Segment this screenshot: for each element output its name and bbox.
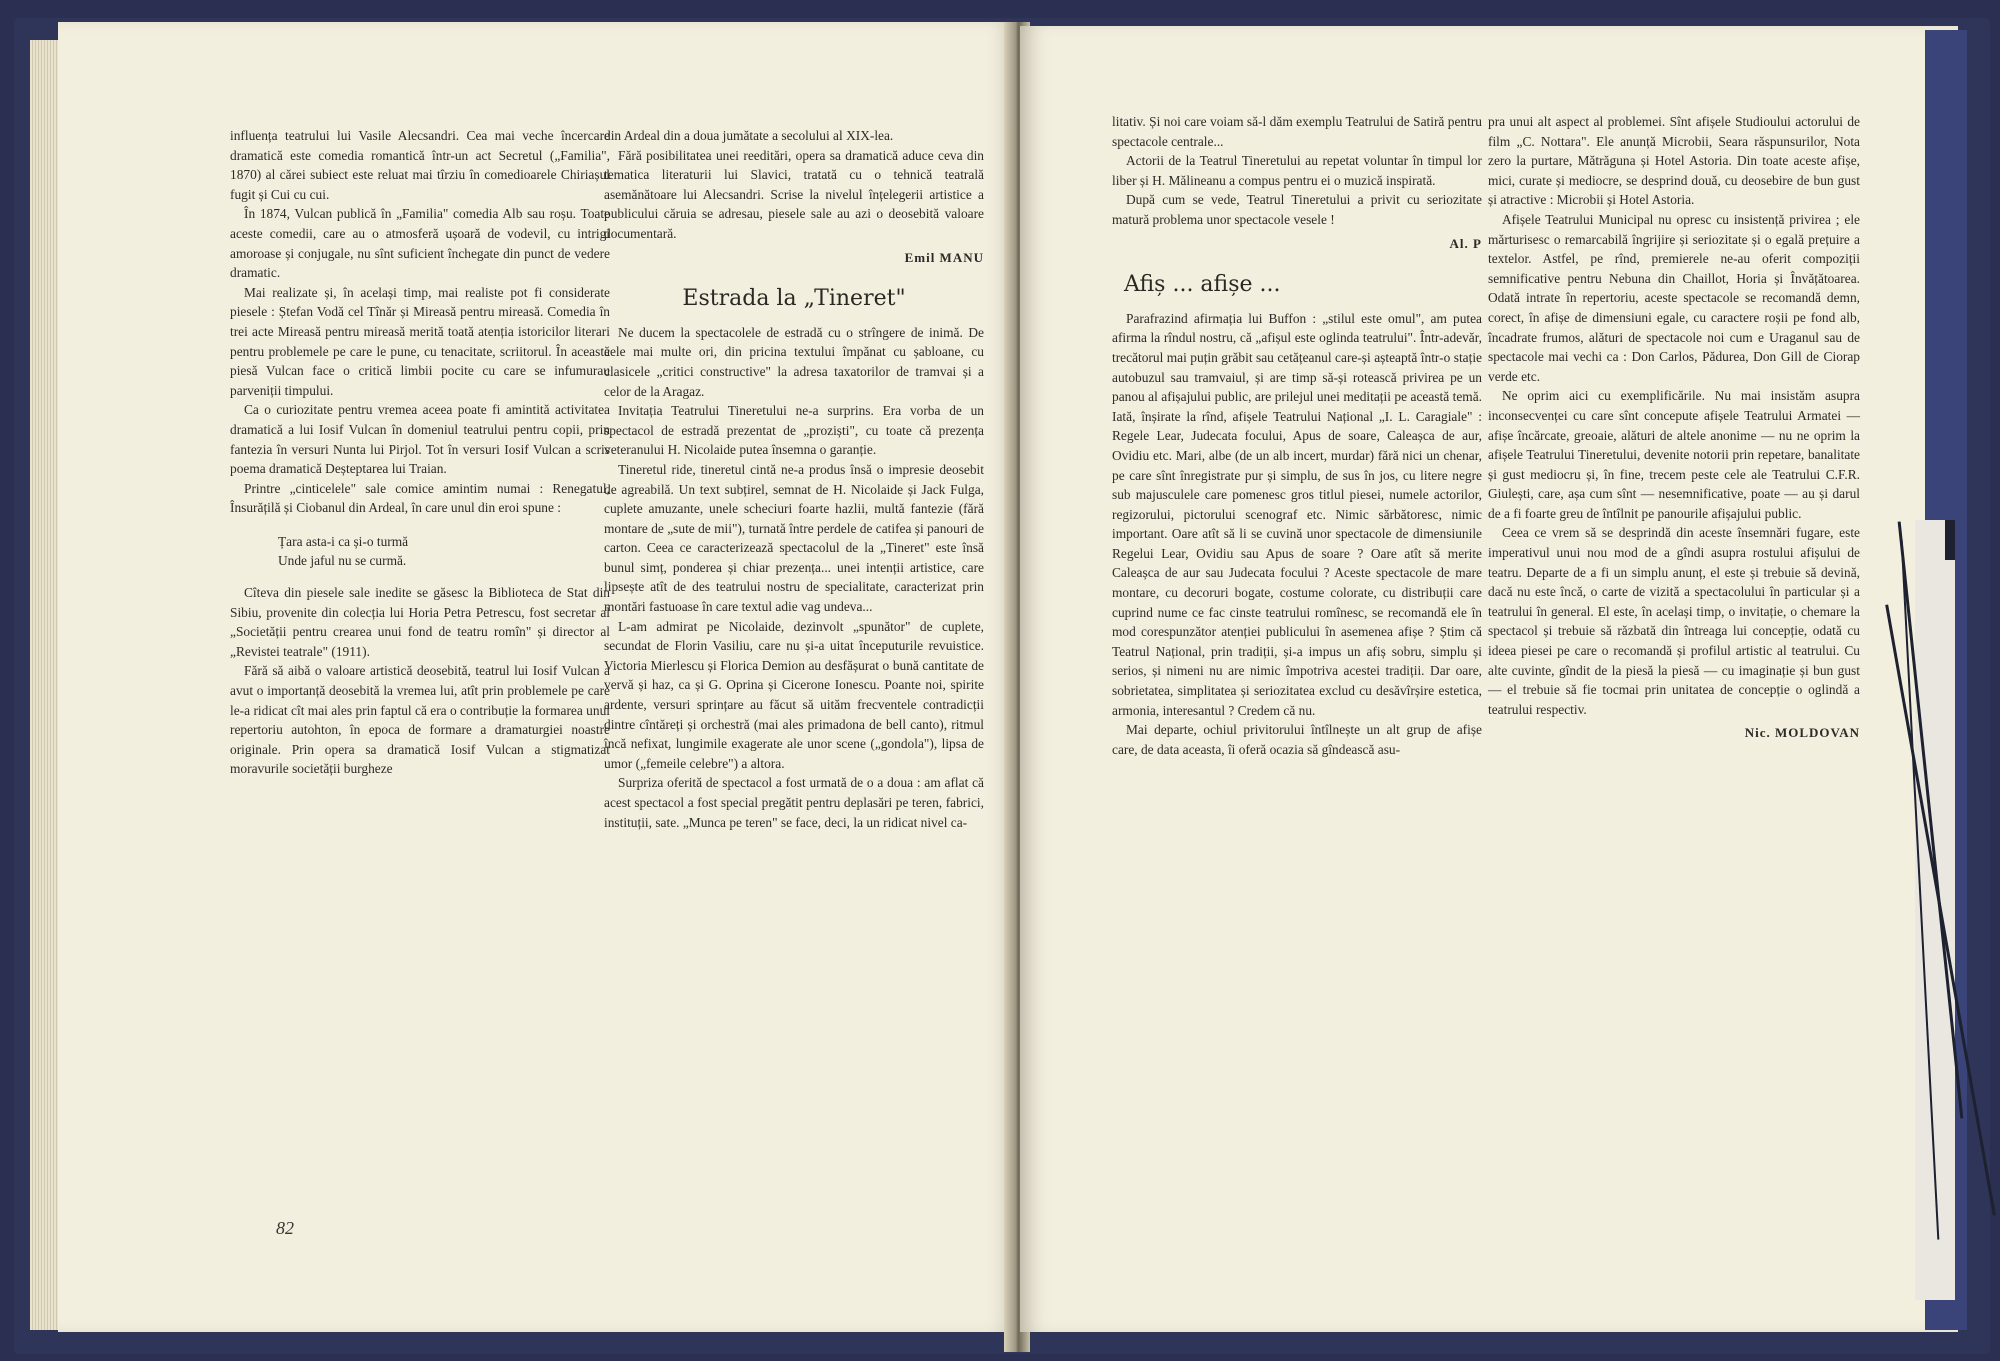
paragraph: Cîteva din piesele sale inedite se găsesc la Biblioteca de Stat din Sibiu, provenite din colecția lui Horia Petra Petrescu, fost secretar al „Societății pentru crearea unui fond de teatru romîn" și director al „Revistei teatrale" (1911).: [230, 585, 610, 659]
paragraph: influența teatrului lui Vasile Alecsandri. Cea mai veche încercare dramatică este comedia romantică într-un act Secretul („Familia", 1870) al cărei subiect este reluat mai tîrziu în comedioarele Chiriașul fugit și Cui cu cui.: [230, 128, 610, 202]
paragraph: Tineretul ride, tineretul cintă ne-a produs însă o impresie deosebit de agreabilă. Un text subțirel, semnat de H. Nicolaide și Jack Fulga, cuplete amuzante, unele scheciuri foarte hazlii, multă fantezie (fără montare de „sute de mii"), turnată între perdele de catifea și panouri de carton. Ceea ce caracterizează spectacolul de la „Tineret" este însă bunul simț, ponderea și chiar prezența... unei intenții artistice, care lipsește atît de des teatrului nostru de specialitate, caracterizat prin montări fastuoase în care textul adie vag undeva...: [604, 461, 984, 615]
paragraph: Surpriza oferită de spectacol a fost urmată de o a doua : am aflat că acest spectacol a fost special pregătit pentru deplasări pe teren, fabrici, instituții, sate. „Munca pe teren" se face, deci, la un ridicat nivel ca-: [604, 775, 984, 830]
paragraph: Ca o curiozitate pentru vremea aceea poate fi amintită activitatea dramatică a lui Iosif Vulcan în domeniul teatrului pentru copii, prin fanteziа în versuri Nunta lui Pirjol. Tot în versuri Iosif Vulcan a scris poema dramatică Deșteptarea lui Traian.: [230, 402, 610, 477]
verse-line: Unde jaful nu se curmă.: [278, 553, 407, 569]
author-signature: Al. P: [1449, 235, 1482, 251]
decorative-insert: [1915, 520, 1955, 1300]
page-edges: [30, 40, 60, 1330]
paragraph: pra unui alt aspect al problemei. Sînt afișele Studioului actorului de film „C. Nottara". Ele anunță Microbii, Seara răspunsurilor, Nota zero la purtare, Mătrăguna și Hotel Astoria. Din toate aceste afișe, mici, curate și mediocre, se desprind două, cu deosebire de bun gust și atractive : Microbii și Hotel Astoria.: [1488, 114, 1860, 208]
verse-quote: [230, 532, 610, 571]
paragraph: Afișele Teatrului Municipal nu opresc cu insistență privirea ; ele mărturisesc o remarcabilă îngrijire și seriozitate și o egală prețuire a textelor. Astfel, pe rînd, premierele ne-au oferit compoziții semnificative pentru Nebuna din Chaillot, Horia și Învățătoarea. Odată intrate în repertoriu, aceste spectacole se recomandă demn, corect, în afișe de dimensiuni egale, cu caractere roșii pe fond alb, încadrate frumos, alături de spectacole noi cum e Uraganul sau de spectacole mai vechi ca : Don Carlos, Pădurea, Don Gill de Ciorap verde etc.: [1488, 211, 1860, 384]
paragraph: În 1874, Vulcan publică în „Familia" comedia Alb sau roșu. Toate aceste comedii, care au o atmosferă ușoară de vodevil, cu intrigi amoroase și conjugale, nu sînt suficient închegate din punct de vedere dramatic.: [230, 206, 610, 281]
paragraph: Mai departe, ochiul privitorului întîlnește un alt grup de afișe care, de data aceasta, îi oferă ocazia să gîndească asu-: [1112, 722, 1482, 757]
right-page: [1020, 26, 1958, 1332]
paragraph: Printre „cinticelele" sale comice amintim numai : Renegatul, Însurățilă și Ciobanul din Ardeal, în care unul din eroi spune :: [230, 480, 610, 516]
author-signature: Nic. MOLDOVAN: [1744, 725, 1860, 741]
column-1: [230, 126, 610, 779]
column-4: [1488, 112, 1860, 743]
paragraph: Ceea ce vrem să se desprindă din aceste însemnări fugare, este imperativul unui nou mod de a gîndi asupra rostului afișului de teatru. Departe de a fi un simplu anunț, el este și trebuie să devină, dacă nu este încă, o carte de vizită a spectacolului în particular și a teatrului în general. El este, în același timp, o invitație, o chemare la spectacol și trebuie să răzbată din întreaga lui concepție, odată cu ideea piesei pe care o recomandă și profilul artistic al teatrului. Cu alte cuvinte, gîndit de la piesă la piesă — cu imaginație și bun gust — el trebuie să fie tocmai prin unitatea de concepție o oglindă a teatrului respectiv.: [1488, 525, 1860, 717]
paragraph: Fără să aibă o valoare artistică deosebită, teatrul lui Iosif Vulcan a avut o importanță deosebită la vremea lui, atît prin problemele pe care le-a ridicat cît mai ales prin faptul că era o contribuție la formarea unui repertoriu autohton, în epoca de formare a dramaturgiei noastre originale. Prin opera sa dramatică Iosif Vulcan a stigmatizat moravurile societății burgheze: [230, 663, 610, 777]
paragraph: După cum se vede, Teatrul Tineretului a privit cu seriozitate matură problema unor spectacole vesele !: [1112, 192, 1482, 227]
paragraph: Mai realizate și, în același timp, mai realiste pot fi considerate piesele : Ștefan Vodă cel Tînăr și Mireasă pentru mireasă. Comedia în trei acte Mireasă pentru mireasă merită toată atenția istoricilor literari pentru problemele pe care le pune, cu tenacitate, scriitorul. În această piesă Vulcan face o critică limbii pocite cu care se infumurau parveniții timpului.: [230, 284, 610, 398]
article-title: Estrada la „Tineret": [682, 286, 906, 312]
column-2: [604, 126, 984, 832]
page-number: 82: [276, 1218, 294, 1238]
paragraph: Actorii de la Teatrul Tineretului au repetat voluntar în timpul lor liber și H. Mălineanu a compus pentru ei o muzică inspirată.: [1112, 153, 1482, 188]
paragraph: Parafrazind afirmația lui Buffon : „stilul este omul", am putea afirma la rîndul nostru, că „afișul este oglinda teatrului". Într-adevăr, trecătorul mai puțin grăbit sau cetățeanul care-și așteaptă într-o stație autobuzul sau tramvaiul, și are timp să-și rotească privirea pe un panou al afișajului public, are prilejul unei meditații pe această temă. Iată, înșirate la rînd, afișele Teatrului Național „I. L. Caragiale" : Regele Lear, Judecata focului, Apus de soare, Caleașca de aur, Ovidiu etc. Mari, albe (de un alb incert, murdar) fără nici un chenar, pe care sînt înregistrate pur și simplu, de sus în jos, cu litere negre sub majusculele care pomenesc gros titlul piesei, numele actorilor, regizorului, pictorului scenograf etc. Nimic sărbătoresc, nimic important. Oare atît să li se cuvină unor spectacole de dimensiunile Regelui Lear, Ovidiu sau Apus de soare ? Oare atît să merite Caleașca de aur sau Judecata focului ? Aceste spectacole de mare montare, cu decoruri bogate, costume colorate, cu distribuții care cuprind nume ce fac cinste teatrului romînesc, se recomandă ele în mod corespunzător atenției publicului în asemenea afișe ? Știm că Teatrul Național, prin tradiții, și-a impus un afiș sobru, simplu și serios, și nimeni nu are nimic împotriva acestei tradiții. Dar oare, sobrietatea, simplitatea și seriozitatea exclud cu desăvîrșire estetica, armonia, interesantul ? Credem că nu.: [1112, 310, 1482, 718]
paragraph: Ne oprim aici cu exemplificările. Nu mai insistăm asupra inconsecvenței cu care sînt concepute afișele Teatrului Armatei — afișe încărcate, greoaie, alături de altele anonime — nu ne oprim la afișele Teatrului Tineretului, devenite notorii prin repetare, banalitate și gust mediocru și, în fine, trecem peste cele ale Teatrului C.F.R. Giulești, care, așa cum sînt — nesemnificative, poate — au și darul de a fi foarte greu de întîlnit pe panourile afișajului public.: [1488, 388, 1860, 521]
column-3: [1112, 112, 1482, 759]
paragraph: din Ardeal din a doua jumătate a secolului al XIX-lea.: [604, 128, 894, 143]
verse-line: Țara asta-i ca și-o turmă: [278, 533, 409, 549]
paragraph: Ne ducem la spectacolele de estradă cu o strîngere de inimă. De cele mai multe ori, din pricina textului împănat cu șabloane, cu clasicele „critici constructive" la adresa taxatorilor de tramvai și a celor de la Aragaz.: [604, 324, 984, 399]
paragraph: L-am admirat pe Nicolaide, dezinvolt „spunător" de cuplete, secundat de Florin Vasiliu, care nu și-a uitat începuturile revuistice. Victoria Mierlescu și Florica Demion au desfășurat o bună cantitate de vervă și haz, ca și G. Oprina și Cicerone Ionescu. Poante noi, spirite ardente, versuri sprințare au făcut să uităm frecventele contradicții dintre cîntăreți și orchestră (mai ales primadona de bell canto), ritmul încă nefixat, lungimile exagerate ale unor scene („gondola"), lipsa de umor („femeile celebre") a altora.: [604, 618, 984, 771]
paragraph: Fără posibilitatea unei reeditări, opera sa dramatică aduce ceva din tematica literaturii lui Slavici, tratată cu o tehnică teatrală asemănătoare lui Alecsandri. Scrise la nivelul înțelegerii artistice a publicului căruia se adresau, piesele sale au azi o deosebită valoare documentară.: [604, 147, 984, 241]
paragraph: Invitația Teatrului Tineretului ne-a surprins. Era vorba de un spectacol de estradă prezentat de „proziști", cu toate că prezența veteranului H. Nicolaide putea însemna o garanție.: [604, 403, 984, 458]
paragraph: litativ. Și noi care voiam să-l dăm exemplu Teatrului de Satiră pentru spectacole centrale...: [1112, 114, 1482, 149]
author-signature: Emil MANU: [904, 249, 984, 265]
article-title: Afiș ... afișe ...: [1124, 272, 1281, 298]
left-page: [58, 22, 1016, 1332]
